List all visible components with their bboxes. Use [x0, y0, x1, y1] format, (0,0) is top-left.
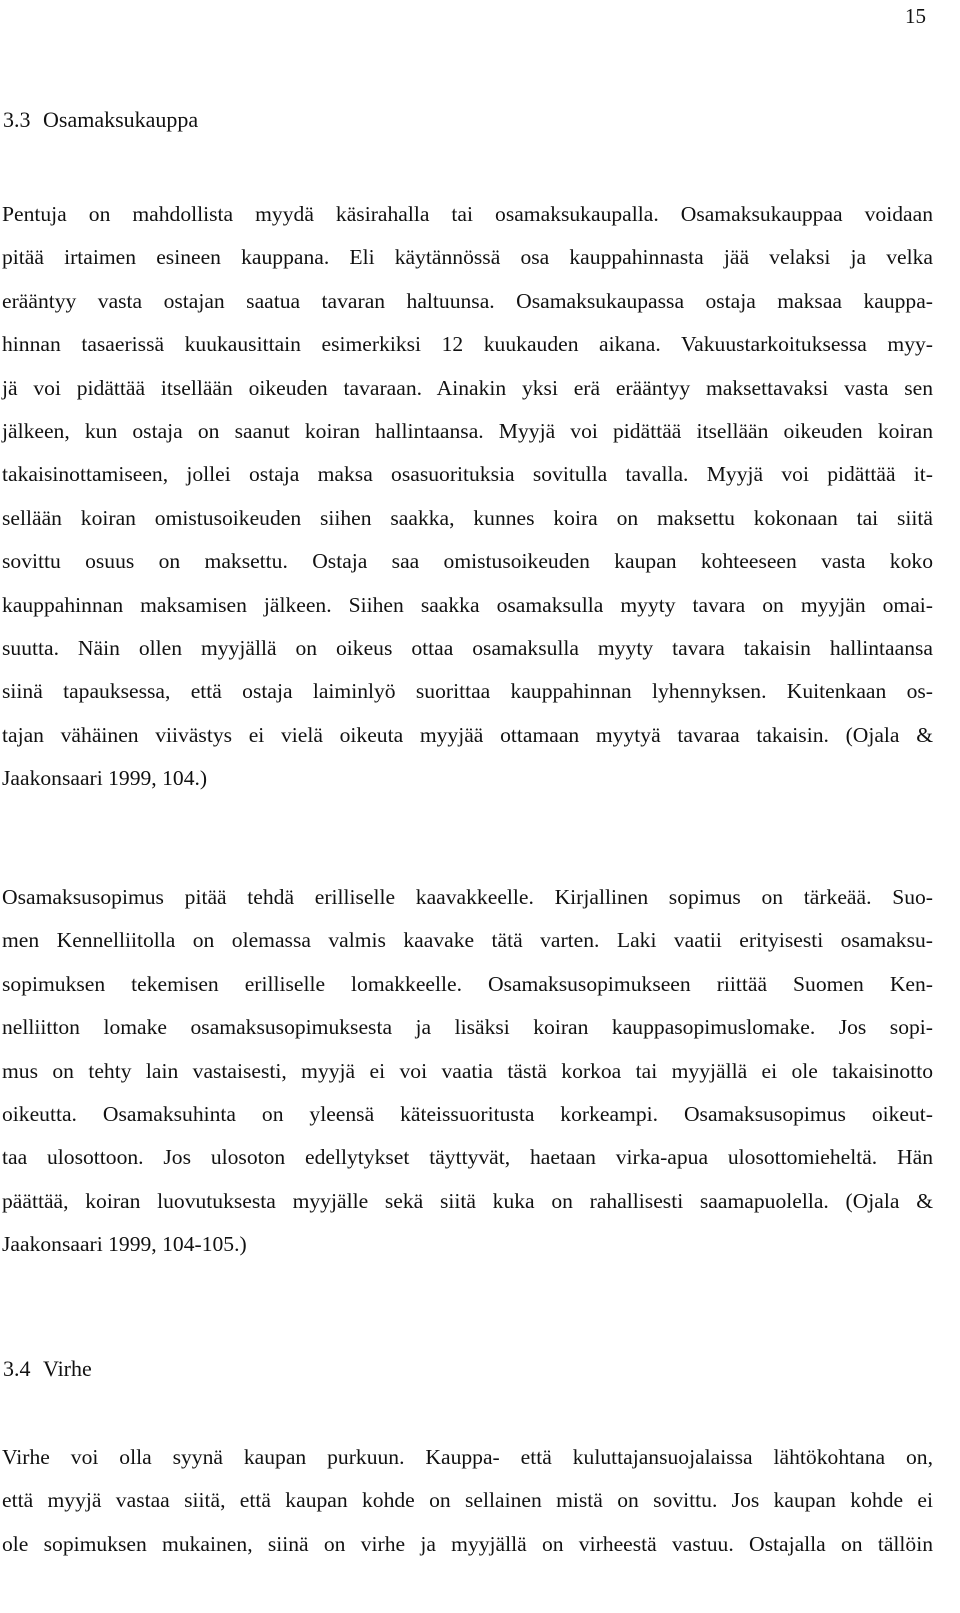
text-line: sopimuksen tekemisen erilliselle lomakkeelle. Osamaksusopimukseen riittää Suomen Ken-	[2, 971, 933, 996]
section-number: 3.3	[3, 107, 31, 132]
text-line: erääntyy vasta ostajan saatua tavaran haltuunsa. Osamaksukaupassa ostaja maksaa kauppa-	[2, 288, 933, 313]
text-line: että myyjä vastaa siitä, että kaupan kohde on sellainen mistä on sovittu. Jos kaupan kohde ei	[2, 1488, 933, 1513]
section-heading-3-4	[3, 1355, 92, 1383]
paragraph-osamaksukauppa-1	[2, 193, 933, 801]
text-line: jä voi pidättää itsellään oikeuden tavaraan. Ainakin yksi erä erääntyy maksettavaksi vasta sen	[2, 375, 933, 400]
text-line: päättää, koiran luovutuksesta myyjälle sekä siitä kuka on rahallisesti saamapuolella. (Ojala &	[2, 1188, 933, 1213]
text-line: Jaakonsaari 1999, 104-105.)	[2, 1232, 247, 1257]
page-number: 15	[905, 4, 926, 28]
text-line: Pentuja on mahdollista myydä käsirahalla tai osamaksukaupalla. Osamaksukauppaa voidaan	[2, 202, 933, 226]
text-line: Jaakonsaari 1999, 104.)	[2, 766, 208, 791]
section-number: 3.4	[3, 1356, 31, 1381]
text-line: tajan vähäinen viivästys ei vielä oikeuta myyjää ottamaan myytyä tavaraa takaisin. (Ojala &	[2, 722, 933, 747]
text-line: taa ulosottoon. Jos ulosoton edellytykset täyttyvät, haetaan virka-apua ulosottomieheltä. Hän	[2, 1145, 933, 1170]
paragraph-osamaksukauppa-2	[2, 876, 933, 1267]
text-line: jälkeen, kun ostaja on saanut koiran hallintaansa. Myyjä voi pidättää itsellään oikeuden koiran	[2, 419, 933, 444]
text-line: ole sopimuksen mukainen, siinä on virhe ja myyjällä on virheestä vastuu. Ostajalla on tällöin	[2, 1531, 933, 1556]
text-line: nelliitton lomake osamaksusopimuksesta ja lisäksi koiran kauppasopimuslomake. Jos sopi-	[2, 1015, 933, 1040]
section-heading-3-3	[3, 106, 198, 134]
text-line: takaisinottamiseen, jollei ostaja maksa osasuorituksia sovitulla tavalla. Myyjä voi pidättää it-	[2, 462, 933, 487]
section-title: Virhe	[43, 1356, 92, 1381]
text-line: siinä tapauksessa, että ostaja laiminlyö suorittaa kauppahinnan lyhennyksen. Kuitenkaan os-	[2, 679, 933, 704]
text-line: oikeutta. Osamaksuhinta on yleensä käteissuoritusta korkeampi. Osamaksusopimus oikeut-	[2, 1102, 933, 1127]
text-line: sovittu osuus on maksettu. Ostaja saa omistusoikeuden kaupan kohteeseen vasta koko	[2, 549, 933, 574]
text-line: pitää irtaimen esineen kauppana. Eli käytännössä osa kauppahinnasta jää velaksi ja velka	[2, 245, 933, 270]
text-line: kauppahinnan maksamisen jälkeen. Siihen saakka osamaksulla myyty tavara on myyjän omai-	[2, 592, 933, 617]
text-line: suutta. Näin ollen myyjällä on oikeus ottaa osamaksulla myyty tavara takaisin hallintaansa	[2, 636, 933, 661]
text-line: mus on tehty lain vastaisesti, myyjä ei voi vaatia tästä korkoa tai myyjällä ei ole takaisinotto	[2, 1058, 933, 1083]
text-line: sellään koiran omistusoikeuden siihen saakka, kunnes koira on maksettu kokonaan tai siitä	[2, 505, 933, 530]
text-line: Osamaksusopimus pitää tehdä erilliselle kaavakkeelle. Kirjallinen sopimus on tärkeää. Suo-	[2, 885, 933, 909]
paragraph-virhe-1	[2, 1436, 933, 1566]
text-line: hinnan tasaerissä kuukausittain esimerkiksi 12 kuukauden aikana. Vakuustarkoituksessa myy-	[2, 332, 933, 357]
text-line: Virhe voi olla syynä kaupan purkuun. Kauppa- että kuluttajansuojalaissa lähtökohtana on,	[2, 1445, 933, 1469]
text-line: men Kennelliitolla on olemassa valmis kaavake tätä varten. Laki vaatii erityisesti osamaksu-	[2, 928, 933, 953]
section-title: Osamaksukauppa	[43, 107, 199, 132]
